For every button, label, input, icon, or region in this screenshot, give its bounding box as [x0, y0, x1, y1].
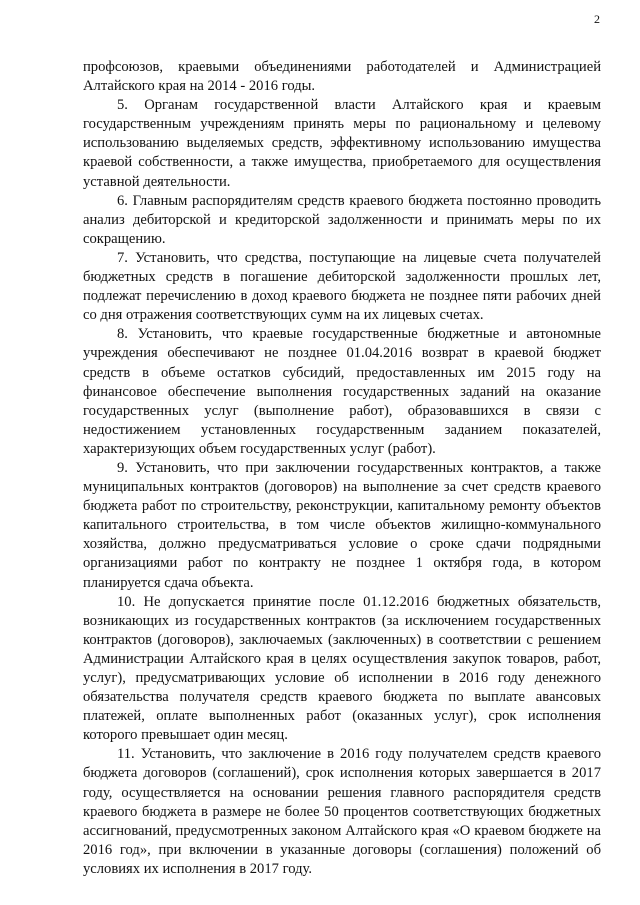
paragraph-item-11: 11. Установить, что заключение в 2016 году получателем средств краевого бюджета договоров (соглашений), срок исполнения которых завершается в 2017 году, осуществляется на основании решения главного распорядителя средств краевого бюджета в размере не более 50 процентов соответствующих бюджетных ассигнований, предусмотренных законом Алтайского края «О краевом бюджете на 2016 год», при включении в указанные договоры (соглашения) положений об условиях их исполнения в 2017 году.	[83, 746, 601, 877]
paragraph-item-9: 9. Установить, что при заключении государственных контрактов, а также муниципальных контрактов (договоров) на выполнение за счет средств краевого бюджета работ по строительству, реконструкции, капитальному ремонту объектов капитального строительства, в том числе объектов жилищно-коммунального хозяйства, должно предусматриваться условие о сроке сдачи подрядными организациями работ по контракту не позднее 1 октября года, в котором планируется сдача объекта.	[83, 459, 601, 591]
page-number: 2	[594, 12, 600, 26]
paragraph-item-6: 6. Главным распорядителям средств краевого бюджета постоянно проводить анализ дебиторской и кредиторской задолженности и принимать меры по их сокращению.	[83, 192, 601, 247]
paragraph-item-5: 5. Органам государственной власти Алтайского края и краевым государственным учреждениям принять меры по рациональному и целевому использованию выделяемых средств, эффективному использованию имущества краевой собственности, а также имущества, приобретаемого для осуществления уставной деятельности.	[83, 97, 601, 190]
paragraph-item-10: 10. Не допускается принятие после 01.12.2016 бюджетных обязательств, возникающих из государственных контрактов (за исключением государственных контрактов (договоров), заключаемых (заключенных) в соответствии с решением Администрации Алтайского края в целях осуществления закупок товаров, работ, услуг), предусматривающих условие об исполнении в 2016 году денежного обязательства получателя средств краевого бюджета по выплате авансовых платежей, оплате выполненных работ (оказанных услуг), срок исполнения которого превышает один месяц.	[83, 593, 601, 744]
paragraph-continuation: профсоюзов, краевыми объединениями работодателей и Администрацией Алтайского края на 2014 - 2016 годы.	[83, 59, 601, 95]
paragraph-item-8: 8. Установить, что краевые государственные бюджетные и автономные учреждения обеспечивают не позднее 01.04.2016 возврат в краевой бюджет средств в объеме остатков субсидий, предоставленных им 2015 году на финансовое обеспечение выполнения государственных заданий на оказание государственных услуг (выполнение работ), образовавшихся в связи с недостижением установленных государственным заданием показателей, характеризующих объем государственных услуг (работ).	[83, 326, 601, 457]
paragraph-item-7: 7. Установить, что средства, поступающие на лицевые счета получателей бюджетных средств в погашение дебиторской задолженности прошлых лет, подлежат перечислению в доход краевого бюджета не позднее пяти рабочих дней со дня отражения соответствующих сумм на их лицевых счетах.	[83, 249, 601, 324]
document-body	[83, 58, 601, 879]
